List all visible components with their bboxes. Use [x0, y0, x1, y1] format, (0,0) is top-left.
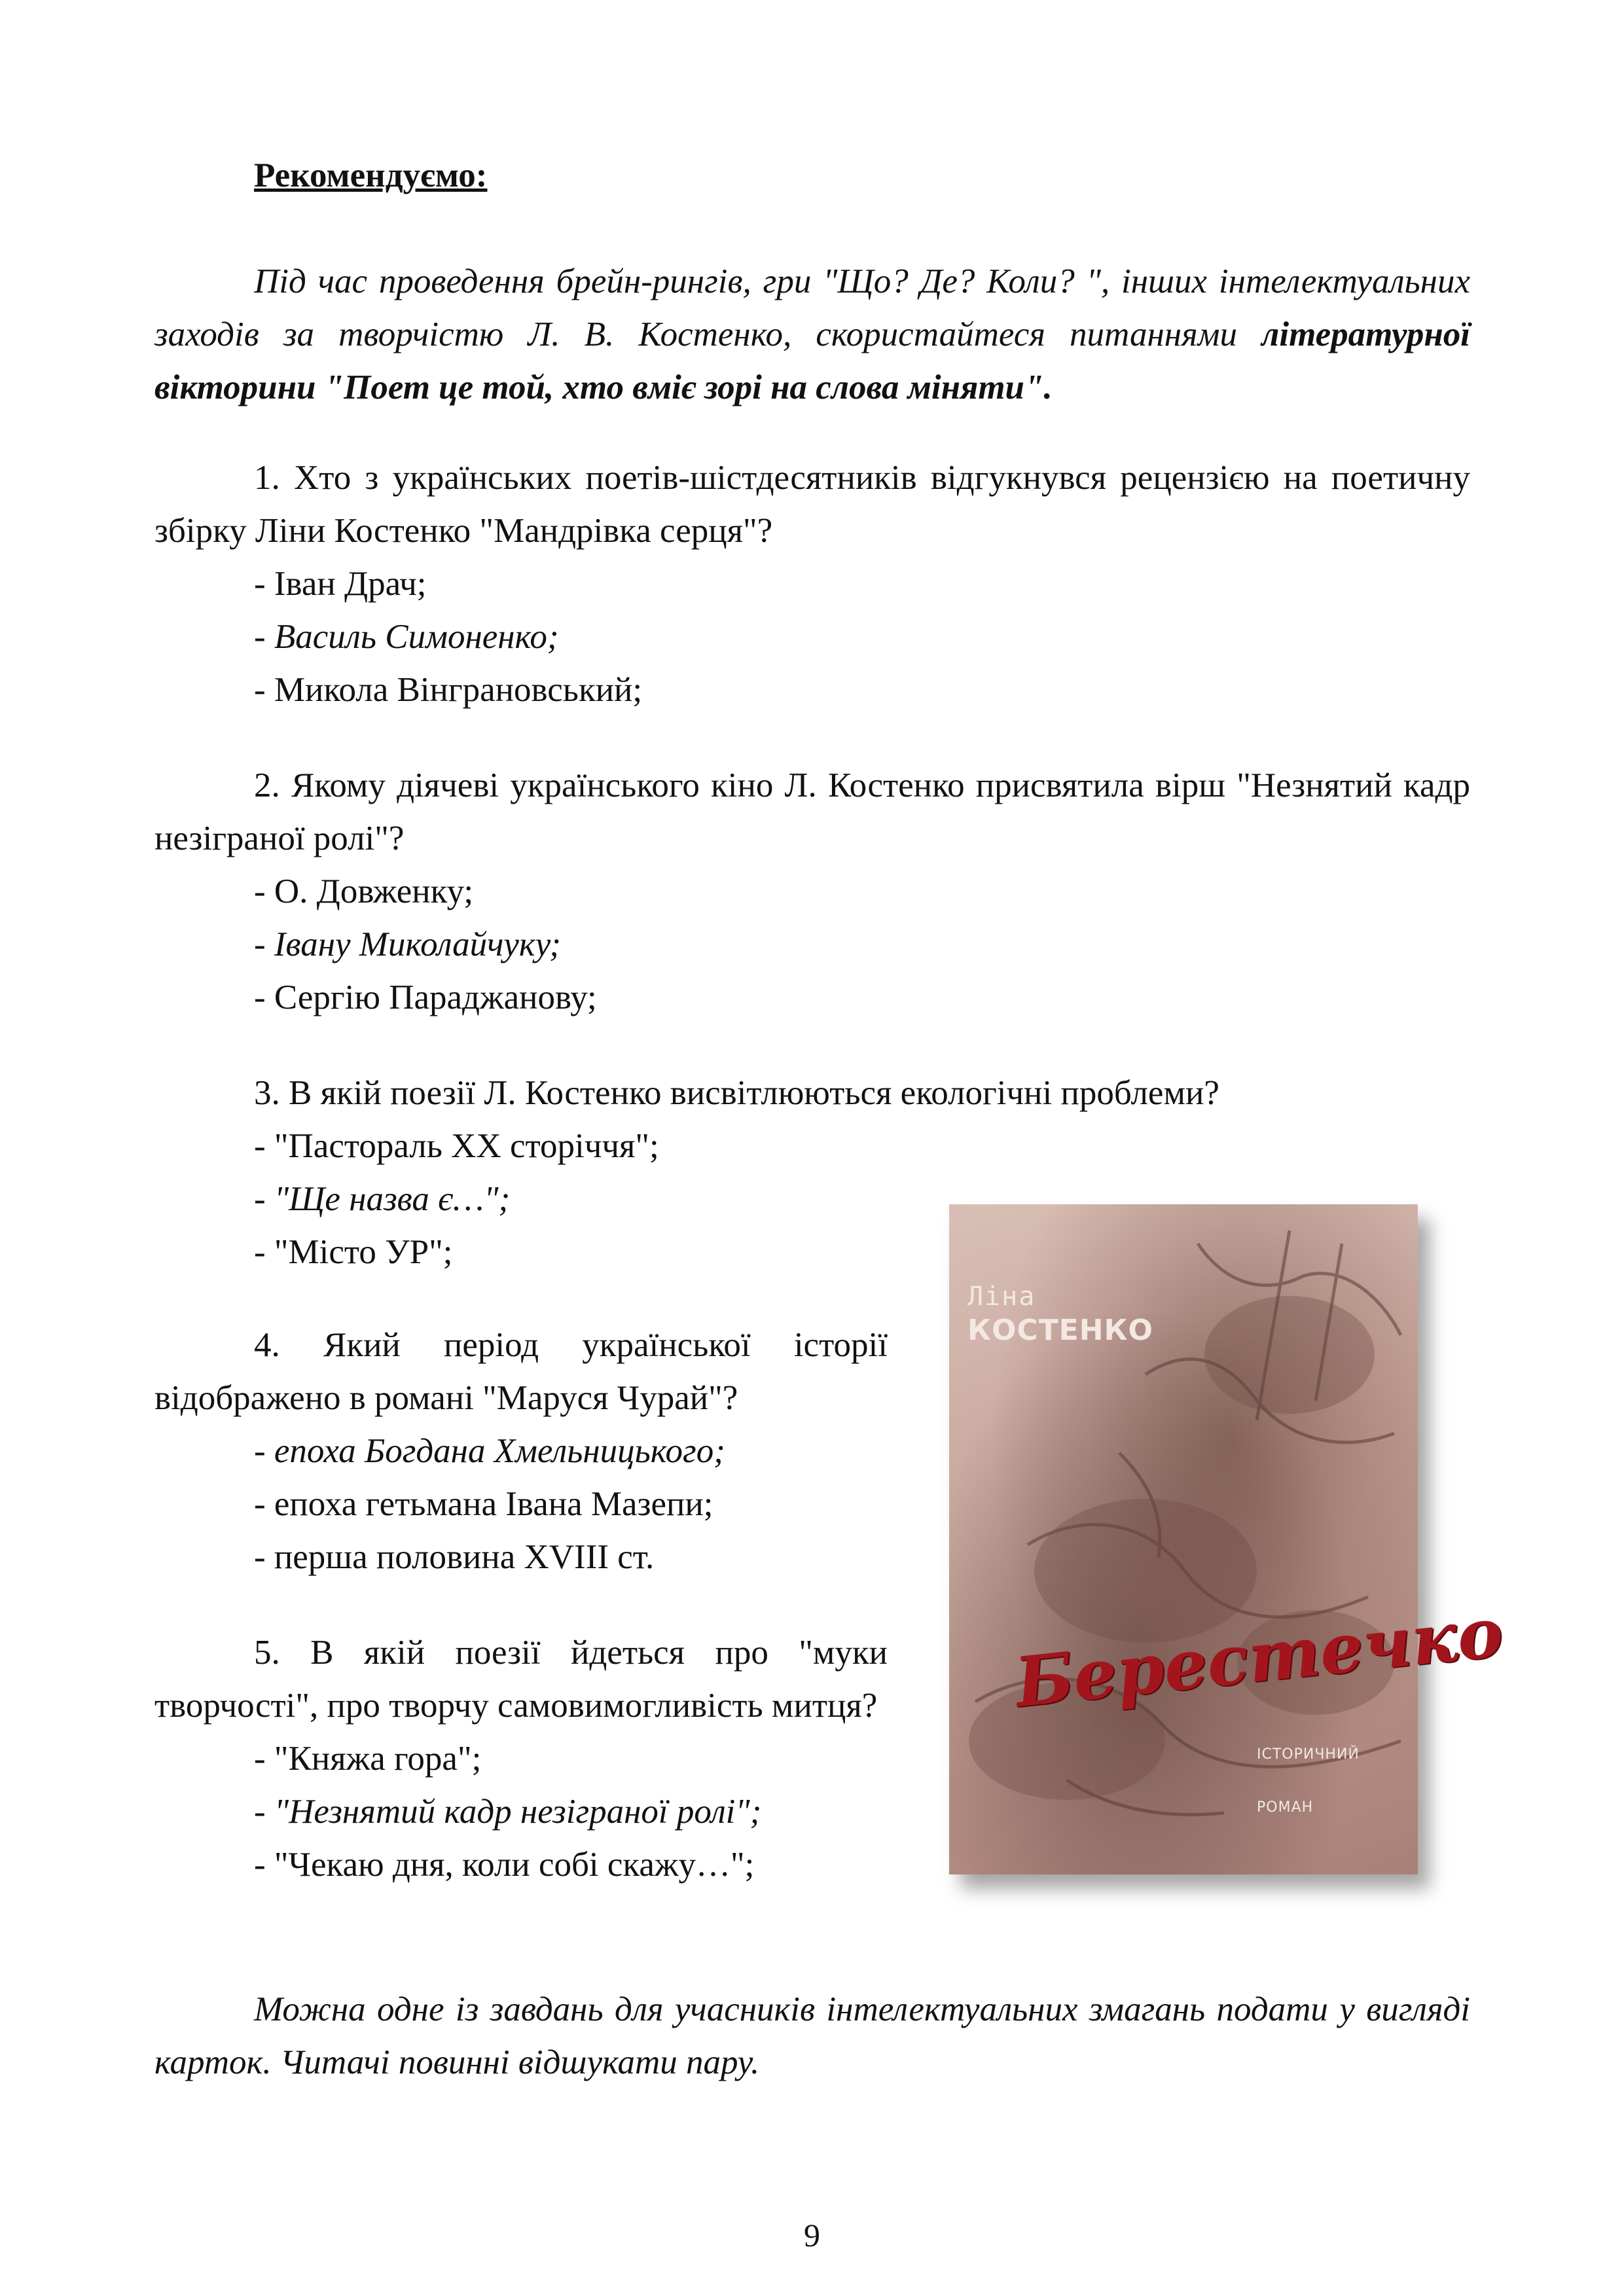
answer-option: - "Місто УР"; — [254, 1233, 453, 1271]
cover-title: Берестечко — [1011, 1591, 1507, 1723]
cover-author-first-name: Ліна — [967, 1282, 1036, 1312]
book-cover-image — [949, 1204, 1507, 1874]
outro-paragraph: Можна одне із завдань для учасників інтелектуальних змагань подати у вигляді карток. Читачі повинні відшукати пару. — [154, 1990, 1470, 2081]
question-text: 3. В якій поезії Л. Костенко висвітлюються екологічні проблеми? — [254, 1074, 1219, 1112]
answer-option: - перша половина XVIII ст. — [254, 1538, 655, 1576]
cover-author-last-name: КОСТЕНКО — [967, 1314, 1153, 1347]
question-1 — [154, 452, 1470, 717]
correct-answer-option: - Василь Симоненко; — [254, 618, 559, 656]
answer-option: - Іван Драч; — [254, 565, 427, 603]
page-number: 9 — [804, 2217, 820, 2253]
answer-option: - епоха гетьмана Івана Мазепи; — [254, 1485, 713, 1523]
quiz-title: літературної вікторини "Поет це той, хто вміє зорі на слова міняти". — [154, 315, 1470, 406]
correct-answer-option: - "Ще назва є…"; — [254, 1180, 511, 1218]
intro-text: Під час проведення брейн-рингів, гри "Що? Де? Коли? ", інших інтелектуальних заходів за творчістю Л. В. Костенко, скористайтеся питаннями — [154, 262, 1470, 353]
answer-option: - "Княжа гора"; — [254, 1740, 482, 1778]
correct-answer-option: - "Незнятий кадр незіграної ролі"; — [254, 1793, 762, 1831]
cover-subtitle: ІСТОРИЧНИЙ РОМАН — [1257, 1746, 1360, 1816]
question-2 — [154, 759, 1470, 1024]
answer-option: - "Чекаю дня, коли собі скажу…"; — [254, 1846, 755, 1884]
question-5 — [154, 1626, 888, 1892]
question-text: 1. Хто з українських поетів-шістдесятників відгукнувся рецензією на поетичну збірку Ліни Костенко "Мандрівка серця"? — [154, 459, 1470, 550]
section-heading: Рекомендуємо: — [254, 156, 488, 194]
intro-paragraph — [154, 255, 1470, 414]
question-text: 5. В якій поезії йдеться про "муки творчості", про творчу самовимогливість митця? — [154, 1634, 888, 1725]
question-text: 4. Який період української історії відображено в романі "Маруся Чурай"? — [154, 1326, 888, 1417]
correct-answer-option: - Івану Миколайчуку; — [254, 925, 561, 963]
question-text: 2. Якому діячеві українського кіно Л. Костенко присвятила вірш "Незнятий кадр незіграної ролі"? — [154, 766, 1470, 857]
correct-answer-option: - епоха Богдана Хмельницького; — [254, 1432, 725, 1470]
answer-option: - "Пастораль ХХ сторіччя"; — [254, 1127, 659, 1165]
answer-option: - Микола Вінграновський; — [254, 671, 643, 709]
answer-option: - О. Довженку; — [254, 872, 474, 910]
question-4 — [154, 1319, 888, 1584]
answer-option: - Сергію Параджанову; — [254, 978, 597, 1016]
